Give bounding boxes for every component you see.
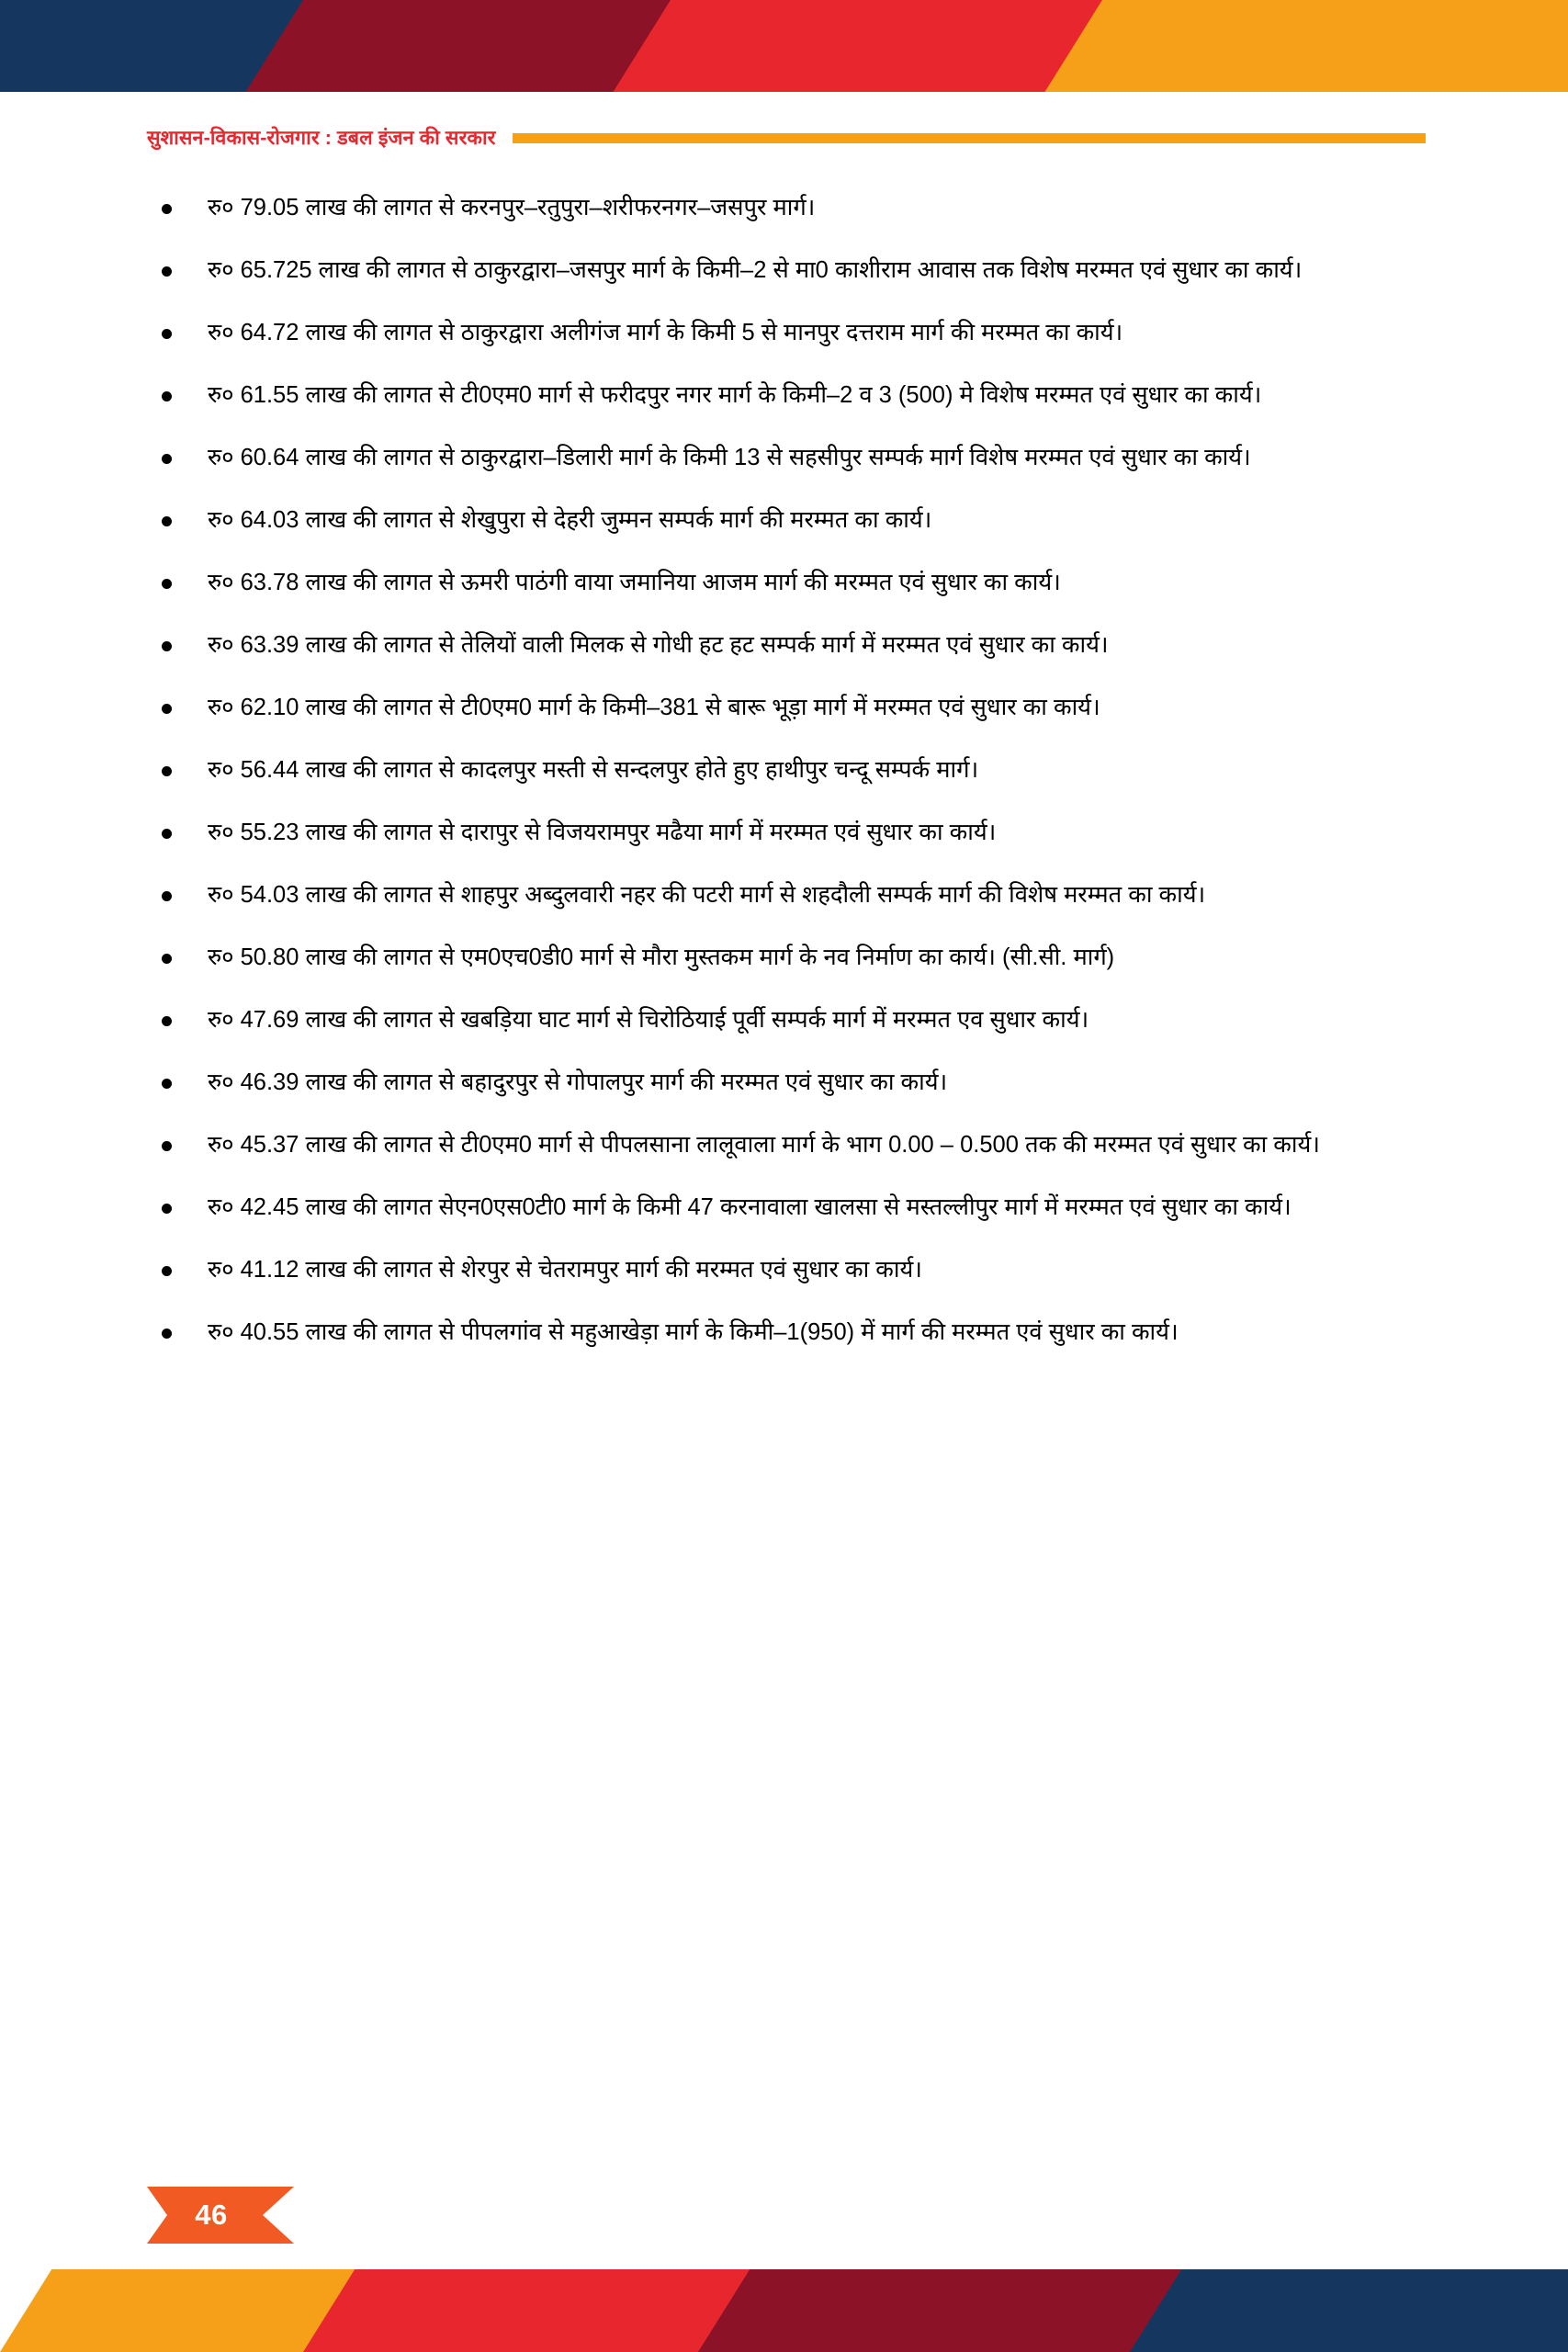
- list-item: [140, 1313, 1444, 1351]
- list-item: [140, 1001, 1444, 1039]
- list-item: [140, 563, 1444, 602]
- list-item-text: रु० 65.725 लाख की लागत से ठाकुरद्वारा–जसपुर मार्ग के किमी–2 से मा0 काशीराम आवास तक विशेष मरम्मत एवं सुधार का कार्य।: [208, 257, 1303, 283]
- top-decorative-banner: [0, 0, 1568, 92]
- list-item: [140, 938, 1444, 977]
- header-divider-rule: [513, 133, 1426, 143]
- bullet-dot-icon: [162, 1079, 172, 1089]
- list-item: [140, 188, 1444, 227]
- list-item: [140, 1188, 1444, 1227]
- list-item-text: रु० 61.55 लाख की लागत से टी0एम0 मार्ग से फरीदपुर नगर मार्ग के किमी–2 व 3 (500) मे विशेष मरम्मत एवं सुधार का कार्य।: [208, 382, 1262, 408]
- bullet-dot-icon: [162, 829, 172, 839]
- list-item-text: रु० 56.44 लाख की लागत से कादलपुर मस्ती से सन्दलपुर होते हुए हाथीपुर चन्दू सम्पर्क मार्ग।: [208, 757, 979, 783]
- list-item-text: रु० 60.64 लाख की लागत से ठाकुरद्वारा–डिलारी मार्ग के किमी 13 से सहसीपुर सम्पर्क मार्ग विशेष मरम्मत एवं सुधार का कार्य।: [208, 445, 1251, 470]
- bullet-dot-icon: [162, 516, 172, 526]
- list-item-text: रु० 55.23 लाख की लागत से दारापुर से विजयरामपुर मढैया मार्ग में मरम्मत एवं सुधार का कार्य।: [208, 820, 997, 845]
- bullet-dot-icon: [162, 454, 172, 464]
- list-item: [140, 876, 1444, 914]
- bullet-dot-icon: [162, 954, 172, 964]
- list-item: [140, 1125, 1444, 1164]
- list-item: [140, 1250, 1444, 1289]
- bullet-dot-icon: [162, 1016, 172, 1026]
- list-item: [140, 501, 1444, 539]
- list-item-text: रु० 63.39 लाख की लागत से तेलियों वाली मिलक से गोधी हट हट सम्पर्क मार्ग में मरम्मत एवं सुधार का कार्य।: [208, 632, 1109, 658]
- banner-band-orange: [1045, 0, 1568, 92]
- list-item: [140, 251, 1444, 289]
- list-item-text: रु० 46.39 लाख की लागत से बहादुरपुर से गोपालपुर मार्ग की मरम्मत एवं सुधार का कार्य।: [208, 1069, 948, 1095]
- list-item-text: रु० 40.55 लाख की लागत से पीपलगांव से महुआखेड़ा मार्ग के किमी–1(950) में मार्ग की मरम्मत एवं सुधार का कार्य।: [208, 1319, 1179, 1345]
- list-item-text: रु० 63.78 लाख की लागत से ऊमरी पाठंगी वाया जमानिया आजम मार्ग की मरम्मत एवं सुधार का कार्य।: [208, 570, 1061, 595]
- bullet-dot-icon: [162, 641, 172, 651]
- bullet-dot-icon: [162, 329, 172, 339]
- list-item-text: रु० 79.05 लाख की लागत से करनपुर–रतुपुरा–शरीफरनगर–जसपुर मार्ग।: [208, 195, 816, 220]
- bullet-dot-icon: [162, 704, 172, 714]
- page-title: सुशासन-विकास-रोजगार : डबल इंजन की सरकार: [147, 126, 496, 149]
- list-item: [140, 626, 1444, 664]
- bullet-dot-icon: [162, 204, 172, 214]
- list-item-text: रु० 54.03 लाख की लागत से शाहपुर अब्दुलवारी नहर की पटरी मार्ग से शहदौली सम्पर्क मार्ग की विशेष मरम्मत का कार्य।: [208, 882, 1206, 908]
- footer-band-navy: [1130, 2269, 1568, 2352]
- list-item: [140, 1063, 1444, 1102]
- document-body: [140, 188, 1444, 1351]
- bullet-dot-icon: [162, 266, 172, 277]
- page-number-ribbon: [147, 2187, 294, 2244]
- list-item-text: रु० 41.12 लाख की लागत से शेरपुर से चेतरामपुर मार्ग की मरम्मत एवं सुधार का कार्य।: [208, 1257, 922, 1283]
- scheme-bullet-list: [140, 188, 1444, 1351]
- list-item-text: रु० 62.10 लाख की लागत से टी0एम0 मार्ग के किमी–381 से बारू भूड़ा मार्ग में मरम्मत एवं सुधार का कार्य।: [208, 695, 1100, 720]
- bullet-dot-icon: [162, 1329, 172, 1339]
- list-item-text: रु० 64.03 लाख की लागत से शेखुपुरा से देहरी जुम्मन सम्पर्क मार्ग की मरम्मत का कार्य।: [208, 507, 932, 533]
- list-item: [140, 751, 1444, 789]
- bullet-dot-icon: [162, 766, 172, 776]
- list-item: [140, 438, 1444, 477]
- bullet-dot-icon: [162, 891, 172, 901]
- list-item: [140, 688, 1444, 727]
- list-item: [140, 313, 1444, 352]
- bottom-decorative-banner: [0, 2269, 1568, 2352]
- bullet-dot-icon: [162, 579, 172, 589]
- bullet-dot-icon: [162, 391, 172, 401]
- bullet-dot-icon: [162, 1141, 172, 1151]
- page-header: [147, 121, 1426, 153]
- list-item: [140, 813, 1444, 852]
- list-item: [140, 376, 1444, 414]
- list-item-text: रु० 42.45 लाख की लागत सेएन0एस0टी0 मार्ग के किमी 47 करनावाला खालसा से मस्तल्लीपुर मार्ग में मरम्मत एवं सुधार का कार्य।: [208, 1194, 1292, 1220]
- list-item-text: रु० 45.37 लाख की लागत से टी0एम0 मार्ग से पीपलसाना लालूवाला मार्ग के भाग 0.00 – 0.500 तक की मरम्मत एवं सुधार का कार्य।: [208, 1132, 1320, 1158]
- list-item-text: रु० 64.72 लाख की लागत से ठाकुरद्वारा अलीगंज मार्ग के किमी 5 से मानपुर दत्तराम मार्ग की मरम्मत का कार्य।: [208, 320, 1123, 345]
- list-item-text: रु० 47.69 लाख की लागत से खबड़िया घाट मार्ग से चिरोठियाई पूर्वी सम्पर्क मार्ग में मरम्मत एव सुधार कार्य।: [208, 1007, 1089, 1033]
- bullet-dot-icon: [162, 1266, 172, 1276]
- list-item-text: रु० 50.80 लाख की लागत से एम0एच0डी0 मार्ग से मौरा मुस्तकम मार्ग के नव निर्माण का कार्य। (सी.सी. मार्ग): [208, 944, 1115, 970]
- bullet-dot-icon: [162, 1204, 172, 1214]
- page-number: 46: [195, 2199, 228, 2231]
